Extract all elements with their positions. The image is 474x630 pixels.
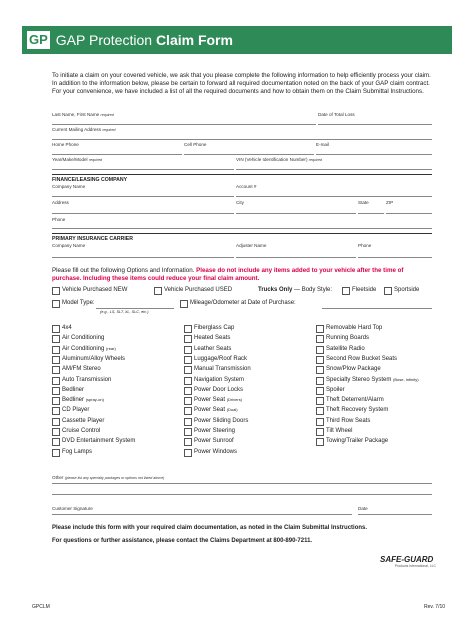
trucks-only-text: Trucks Only [258, 287, 293, 293]
option-label [62, 418, 104, 424]
state-field[interactable] [358, 213, 384, 214]
option-text: Bedliner [62, 386, 85, 393]
option-label [62, 387, 84, 393]
option-checkbox[interactable] [52, 335, 60, 343]
option-text: Leather Seats [194, 345, 232, 352]
option-text: Satellite Radio [326, 345, 365, 352]
option-checkbox[interactable] [184, 428, 192, 436]
option-checkbox[interactable] [52, 387, 60, 395]
body-style-text: — Body Style: [292, 287, 333, 293]
option-text: Luggage/Roof Rack [194, 355, 248, 362]
ymm-text: Year/Make/Model [52, 157, 88, 162]
required-note: required [100, 113, 114, 117]
home-phone-field[interactable] [52, 154, 182, 155]
vehicle-used-checkbox[interactable] [154, 287, 162, 295]
option-label [194, 356, 247, 362]
options-note-plain: Please fill out the following Options and Information. [52, 267, 197, 274]
last-name-text: Last Name, First Name [52, 112, 100, 117]
other-note: (please list any specialty packages or options not listed above) [64, 476, 165, 480]
option-checkbox[interactable] [52, 377, 60, 385]
option-checkbox[interactable] [316, 377, 324, 385]
fleetside-checkbox[interactable] [342, 287, 350, 295]
option-checkbox[interactable] [184, 387, 192, 395]
option-text: Aluminum/Alloy Wheels [62, 355, 126, 362]
insurance-company-label: Company Name [52, 243, 86, 248]
option-text: CD Player [62, 407, 90, 414]
option-note: (Dual) [226, 407, 238, 413]
sportside-label: Sportside [394, 287, 420, 293]
signature-date-label: Date [358, 506, 368, 511]
option-text: Power Windows [194, 448, 238, 455]
option-checkbox[interactable] [52, 438, 60, 446]
safe-guard-logo [380, 555, 436, 568]
other-field-2[interactable] [52, 494, 432, 495]
account-label: Account # [236, 184, 257, 189]
option-checkbox[interactable] [184, 377, 192, 385]
finance-company-label: Company Name [52, 184, 86, 189]
option-note: (spray-on) [85, 397, 104, 403]
option-checkbox[interactable] [52, 346, 60, 354]
safe-guard-sub: Products International, LLC [394, 564, 436, 568]
option-text: Manual Transmission [194, 366, 251, 373]
gp-logo: GP [29, 32, 48, 47]
date-of-loss-label: Date of Total Loss [318, 112, 355, 117]
last-name-field[interactable] [52, 124, 316, 125]
option-text: Removable Hard Top [326, 325, 383, 331]
finance-phone-field[interactable] [52, 228, 432, 229]
option-checkbox[interactable] [316, 387, 324, 395]
section-divider [52, 233, 432, 234]
option-text: Spoiler [326, 386, 345, 393]
email-field[interactable] [316, 154, 432, 155]
option-label [62, 407, 89, 413]
option-text: Fiberglass Cap [194, 325, 235, 331]
option-checkbox[interactable] [184, 366, 192, 374]
option-label [194, 438, 234, 444]
option-label [326, 397, 384, 403]
option-checkbox[interactable] [52, 418, 60, 426]
option-text: Fog Lamps [62, 448, 93, 455]
option-label [62, 346, 116, 352]
option-checkbox[interactable] [52, 356, 60, 364]
options-note-warning: Please do not include any items added to your vehicle after the time of purchase. Including these items could reduce your final claim amount. [52, 267, 404, 282]
finance-section-title: FINANCE/LEASING COMPANY [52, 177, 128, 183]
option-checkbox[interactable] [316, 366, 324, 374]
option-checkbox[interactable] [316, 418, 324, 426]
option-label [194, 325, 234, 331]
option-label [194, 397, 242, 403]
option-text: DVD Entertainment System [62, 438, 136, 445]
vehicle-new-label: Vehicle Purchased NEW [62, 287, 128, 293]
option-checkbox[interactable] [184, 397, 192, 405]
option-checkbox[interactable] [184, 335, 192, 343]
form-title-a: GAP Protection [55, 32, 156, 48]
option-text: Third Row Seats [326, 417, 371, 424]
other-text: Other [52, 475, 64, 480]
option-text: Power Sliding Doors [194, 417, 249, 424]
signature-field[interactable] [52, 514, 352, 515]
option-text: Air Conditioning [62, 345, 105, 352]
option-label [194, 387, 243, 393]
form-code: GPCLM [32, 604, 50, 610]
ymm-field[interactable] [52, 169, 234, 170]
vin-text: VIN (Vehicle Identification Number) [236, 157, 308, 162]
finance-company-field[interactable] [52, 196, 234, 197]
option-checkbox[interactable] [52, 407, 60, 415]
other-label [52, 475, 164, 480]
option-text: Cruise Control [62, 428, 101, 434]
option-text: 4x4 [62, 325, 72, 331]
section-divider [52, 174, 432, 175]
option-checkbox[interactable] [316, 397, 324, 405]
option-label [326, 377, 419, 383]
option-note: (Drivers) [226, 397, 243, 403]
adjuster-field[interactable] [236, 257, 356, 258]
form-title [56, 32, 233, 48]
sportside-checkbox[interactable] [384, 287, 392, 295]
option-checkbox[interactable] [316, 346, 324, 354]
option-label [326, 356, 397, 362]
vehicle-used-label: Vehicle Purchased USED [164, 287, 233, 293]
address-label [52, 127, 116, 132]
zip-label: ZIP [386, 200, 394, 205]
option-checkbox[interactable] [316, 356, 324, 364]
form-title-b: Claim Form [155, 32, 233, 48]
option-checkbox[interactable] [184, 407, 192, 415]
option-label [62, 438, 135, 444]
email-label: E-mail [316, 142, 330, 147]
option-text: Running Boards [326, 335, 370, 342]
body-style-label [258, 287, 332, 293]
option-text: Cassette Player [62, 417, 105, 424]
option-label [194, 449, 237, 455]
form-header [22, 26, 452, 54]
option-text: Theft Deterrent/Alarm [326, 397, 384, 404]
option-text: Theft Recovery System [326, 407, 389, 414]
option-checkbox[interactable] [184, 346, 192, 354]
option-checkbox[interactable] [52, 397, 60, 405]
option-label [62, 325, 72, 331]
revision: Rev. 7/10 [424, 604, 446, 610]
option-note: (rear) [106, 345, 116, 351]
option-label [194, 407, 238, 413]
last-name-label [52, 112, 114, 117]
vehicle-new-checkbox[interactable] [52, 287, 60, 295]
contact-note: For questions or further assistance, please contact the Claims Department at 800-890-7211. [52, 538, 313, 544]
option-label [194, 428, 235, 434]
option-checkbox[interactable] [316, 428, 324, 436]
option-label [194, 335, 230, 341]
state-label: State [358, 200, 369, 205]
option-text: AM/FM Stereo [62, 366, 101, 373]
cell-phone-label: Cell Phone [184, 142, 207, 147]
other-field-1[interactable] [52, 483, 432, 484]
mileage-label: Mileage/Odometer at Date of Purchase: [190, 300, 296, 306]
option-label [62, 377, 111, 383]
option-label [326, 325, 382, 331]
option-label [62, 356, 125, 362]
option-label [326, 346, 365, 352]
option-text: Snow/Plow Package [326, 366, 381, 373]
safe-guard-name: SAFE-GUARD [380, 555, 434, 564]
option-text: Specialty Stereo System [326, 376, 392, 383]
include-form-note: Please include this form with your required claim documentation, as noted in the Claim Submittal Instructions. [52, 525, 368, 531]
insurance-company-field[interactable] [52, 257, 234, 258]
account-field[interactable] [236, 196, 432, 197]
mileage-field[interactable] [322, 308, 432, 309]
finance-address-label: Address [52, 200, 69, 205]
signature-label: Customer Signature [52, 506, 93, 511]
option-text: Power Steering [194, 428, 236, 434]
required-note: required [102, 128, 116, 132]
options-instructions [52, 267, 432, 283]
model-type-field[interactable] [96, 308, 174, 309]
adjuster-label: Adjuster Name [236, 243, 267, 248]
ymm-label [52, 157, 102, 162]
signature-date-field[interactable] [358, 514, 432, 515]
option-checkbox[interactable] [52, 428, 60, 436]
option-label [194, 418, 248, 424]
option-checkbox[interactable] [316, 438, 324, 446]
option-checkbox[interactable] [316, 407, 324, 415]
option-label [326, 438, 388, 444]
model-type-checkbox[interactable] [52, 300, 60, 308]
option-label [326, 387, 345, 393]
option-text: Power Sunroof [194, 438, 234, 445]
option-text: Navigation System [194, 376, 245, 383]
required-note: required [308, 158, 322, 162]
option-label [326, 418, 370, 424]
model-type-label: Model Type: [62, 300, 95, 306]
option-label [326, 428, 352, 434]
option-checkbox[interactable] [52, 325, 60, 333]
option-text: Power Seat [194, 397, 226, 404]
option-note: (Bose, Infinity) [393, 376, 419, 382]
option-checkbox[interactable] [316, 335, 324, 343]
option-label [194, 377, 244, 383]
option-checkbox[interactable] [184, 356, 192, 364]
insurance-phone-field[interactable] [358, 257, 432, 258]
zip-field[interactable] [386, 213, 432, 214]
address-text: Current Mailing Address [52, 127, 102, 132]
date-of-loss-field[interactable] [318, 124, 432, 125]
option-label [326, 366, 381, 372]
cell-phone-field[interactable] [184, 154, 314, 155]
option-label [194, 346, 231, 352]
finance-phone-label: Phone [52, 217, 66, 222]
option-label [194, 366, 251, 372]
finance-address-field[interactable] [52, 213, 234, 214]
option-checkbox[interactable] [184, 449, 192, 457]
vin-field[interactable] [236, 169, 432, 170]
option-label [62, 335, 104, 341]
option-checkbox[interactable] [184, 438, 192, 446]
option-text: Second Row Bucket Seats [326, 355, 398, 362]
option-label [326, 335, 369, 341]
vin-label [236, 157, 322, 162]
option-label [62, 428, 100, 434]
option-label [62, 366, 101, 372]
city-label: City [236, 200, 244, 205]
intro-text: To initiate a claim on your covered vehicle, we ask that you please complete the following information to help efficiently process your claim. In addition to the information below, please be certain to forward all required documentation noted on the back of your GAP claim contract. For your convenience, we have included a list of all the required documents and how to obtain them on the Claim Submittal Instructions. [52, 72, 431, 96]
option-checkbox[interactable] [316, 325, 324, 333]
required-note: required [88, 158, 103, 162]
option-text: Air Conditioning [62, 335, 105, 342]
option-text: Power Door Locks [194, 386, 244, 393]
option-label [326, 407, 388, 413]
address-field[interactable] [52, 139, 432, 140]
option-text: Towing/Trailer Package [326, 438, 389, 445]
option-checkbox[interactable] [52, 449, 60, 457]
option-label [62, 397, 104, 403]
mileage-checkbox[interactable] [180, 300, 188, 308]
home-phone-label: Home Phone [52, 142, 79, 147]
option-text: Bedliner [62, 397, 85, 404]
city-field[interactable] [236, 213, 356, 214]
option-checkbox[interactable] [52, 366, 60, 374]
option-text: Power Seat [194, 407, 226, 414]
option-checkbox[interactable] [184, 325, 192, 333]
fleetside-label: Fleetside [352, 287, 377, 293]
option-text: Heated Seats [194, 335, 231, 342]
insurance-phone-label: Phone [358, 243, 372, 248]
option-text: Tilt Wheel [326, 428, 353, 434]
insurance-section-title: PRIMARY INSURANCE CARRIER [52, 236, 133, 242]
model-type-examples: (e.g., LS, SLT, XL, SLC, etc.) [100, 310, 149, 314]
option-label [62, 449, 92, 455]
option-text: Auto Transmission [62, 376, 112, 383]
option-checkbox[interactable] [184, 418, 192, 426]
